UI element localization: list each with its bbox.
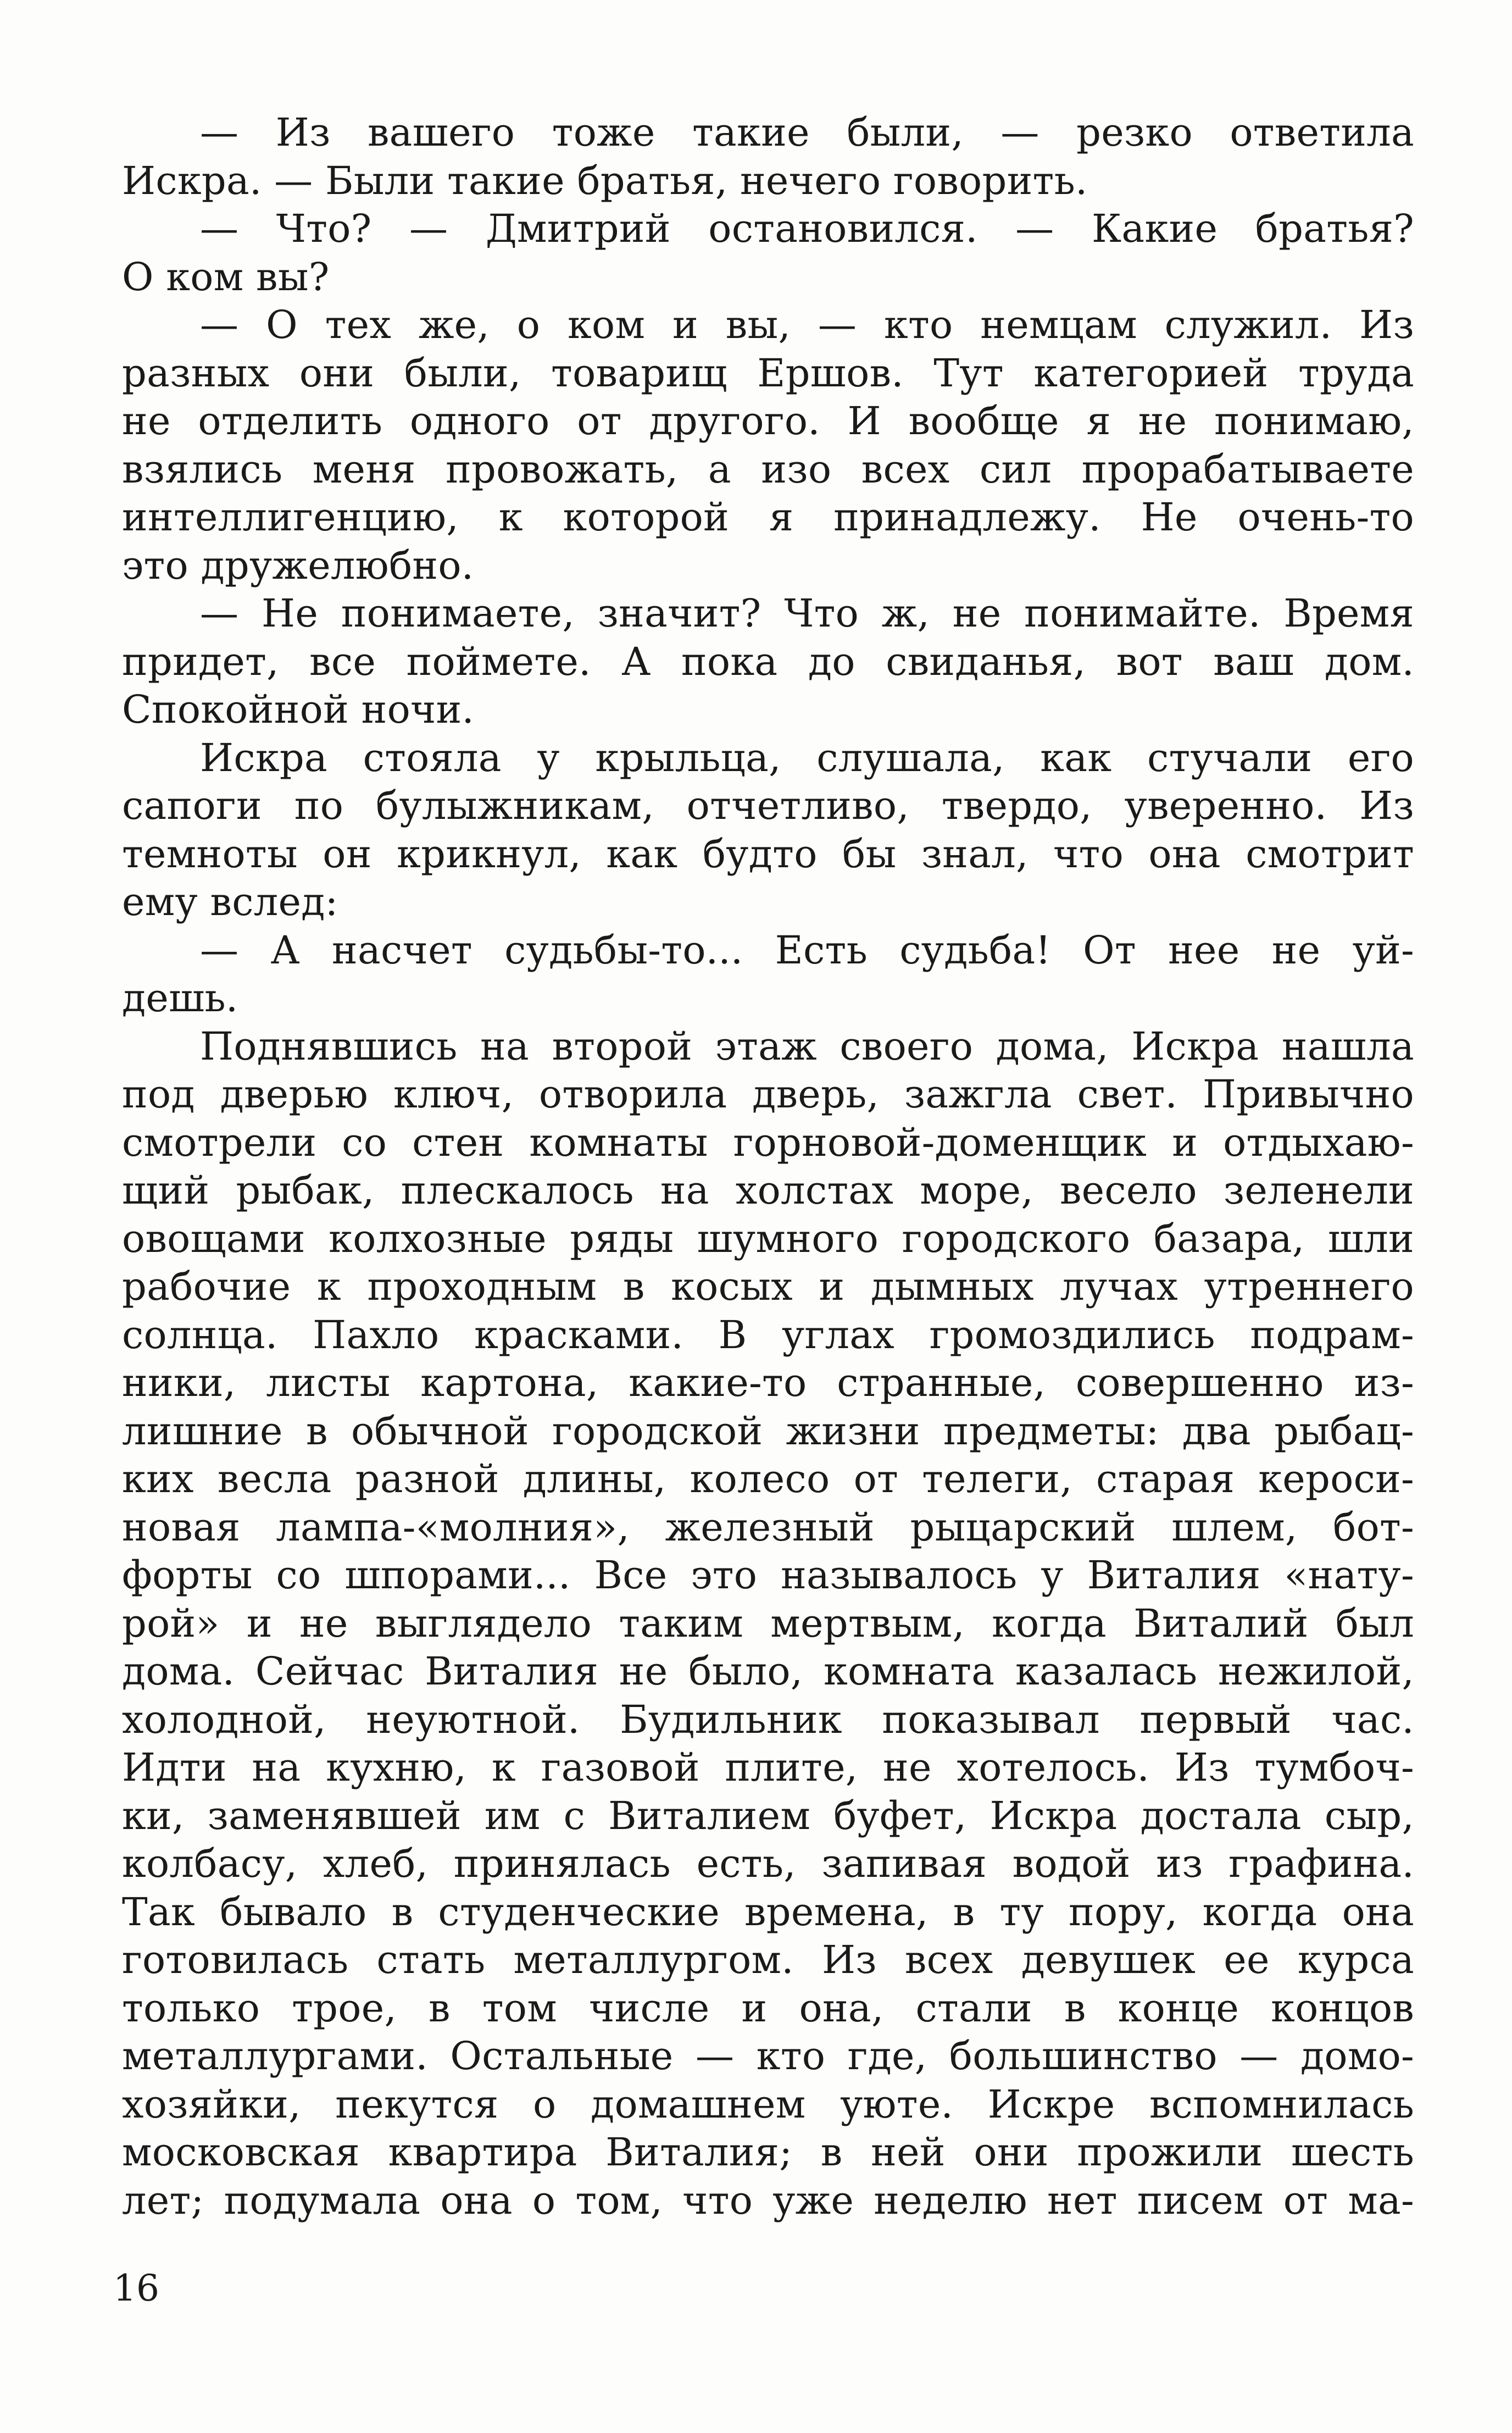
text-line: ему вслед: bbox=[122, 879, 338, 924]
text-line: ники, листы картона, какие-то странные, совершенно из- bbox=[122, 1360, 1414, 1405]
text-line: разных они были, товарищ Ершов. Тут категорией труда bbox=[122, 350, 1414, 396]
text-line: дома. Сейчас Виталия не было, комната казалась нежилой, bbox=[122, 1649, 1414, 1694]
text-line: форты со шпорами... Все это называлось у Виталия «нату- bbox=[122, 1553, 1414, 1598]
text-line: О ком вы? bbox=[122, 254, 330, 300]
text-line: дешь. bbox=[122, 976, 238, 1021]
text-line: темноты он крикнул, как будто бы знал, что она смотрит bbox=[122, 831, 1414, 877]
text-line: Искра. — Были такие братья, нечего говорить. bbox=[122, 158, 1088, 203]
text-line: щий рыбак, плескалось на холстах море, весело зеленели bbox=[122, 1168, 1414, 1213]
text-line: готовилась стать металлургом. Из всех девушек ее курса bbox=[122, 1937, 1414, 1982]
text-line: взялись меня провожать, а изо всех сил прорабатываете bbox=[122, 446, 1414, 492]
text-line: металлургами. Остальные — кто где, большинство — домо- bbox=[122, 2033, 1414, 2079]
text-line: хозяйки, пекутся о домашнем уюте. Искре вспомнилась bbox=[122, 2081, 1414, 2127]
text-line: не отделить одного от другого. И вообще я не понимаю, bbox=[122, 398, 1414, 444]
text-line: рой» и не выглядело таким мертвым, когда Виталий был bbox=[122, 1600, 1414, 1646]
text-line: — А насчет судьбы-то... Есть судьба! От нее не уй- bbox=[200, 927, 1414, 973]
text-line: под дверью ключ, отворила дверь, зажгла свет. Привычно bbox=[122, 1072, 1414, 1117]
text-line: Так бывало в студенческие времена, в ту пору, когда она bbox=[122, 1889, 1414, 1935]
text-line: солнца. Пахло красками. В углах громоздились подрам- bbox=[122, 1312, 1414, 1357]
body-text bbox=[122, 109, 1414, 2225]
text-line: — Не понимаете, значит? Что ж, не понимайте. Время bbox=[200, 591, 1414, 636]
text-line: Идти на кухню, к газовой плите, не хотелось. Из тумбоч- bbox=[122, 1745, 1414, 1790]
text-line: сапоги по булыжникам, отчетливо, твердо, уверенно. Из bbox=[122, 783, 1414, 828]
text-line: смотрели со стен комнаты горновой-доменщик и отдыхаю- bbox=[122, 1119, 1414, 1165]
text-line: — Что? — Дмитрий остановился. — Какие братья? bbox=[200, 206, 1414, 251]
text-line: ки, заменявшей им с Виталием буфет, Искра достала сыр, bbox=[122, 1793, 1414, 1838]
text-line: лишние в обычной городской жизни предметы: два рыбац- bbox=[122, 1408, 1414, 1454]
text-line: холодной, неуютной. Будильник показывал первый час. bbox=[122, 1697, 1414, 1742]
text-line: это дружелюбно. bbox=[122, 542, 474, 588]
text-line: лет; подумала она о том, что уже неделю нет писем от ма- bbox=[122, 2177, 1414, 2223]
text-line: новая лампа-«молния», железный рыцарский шлем, бот- bbox=[122, 1504, 1414, 1550]
text-line: — Из вашего тоже такие были, — резко ответила bbox=[200, 110, 1414, 155]
text-line: колбасу, хлеб, принялась есть, запивая водой из графина. bbox=[122, 1841, 1414, 1886]
text-line: рабочие к проходным в косых и дымных лучах утреннего bbox=[122, 1264, 1414, 1309]
text-line: овощами колхозные ряды шумного городского базара, шли bbox=[122, 1216, 1414, 1261]
text-line: Спокойной ночи. bbox=[122, 687, 475, 732]
text-line: ких весла разной длины, колесо от телеги, старая кероси- bbox=[122, 1456, 1414, 1501]
text-line: московская квартира Виталия; в ней они прожили шесть bbox=[122, 2130, 1414, 2175]
text-line: интеллигенцию, к которой я принадлежу. Не очень-то bbox=[122, 495, 1414, 540]
text-line: придет, все поймете. А пока до свиданья, вот ваш дом. bbox=[122, 639, 1414, 684]
text-line: — О тех же, о ком и вы, — кто немцам служил. Из bbox=[200, 302, 1414, 347]
text-line: Искра стояла у крыльца, слушала, как стучали его bbox=[200, 735, 1414, 780]
text-line: только трое, в том числе и она, стали в конце концов bbox=[122, 1985, 1414, 2031]
text-line: Поднявшись на второй этаж своего дома, Искра нашла bbox=[200, 1023, 1414, 1069]
page-number: 16 bbox=[113, 2267, 159, 2309]
